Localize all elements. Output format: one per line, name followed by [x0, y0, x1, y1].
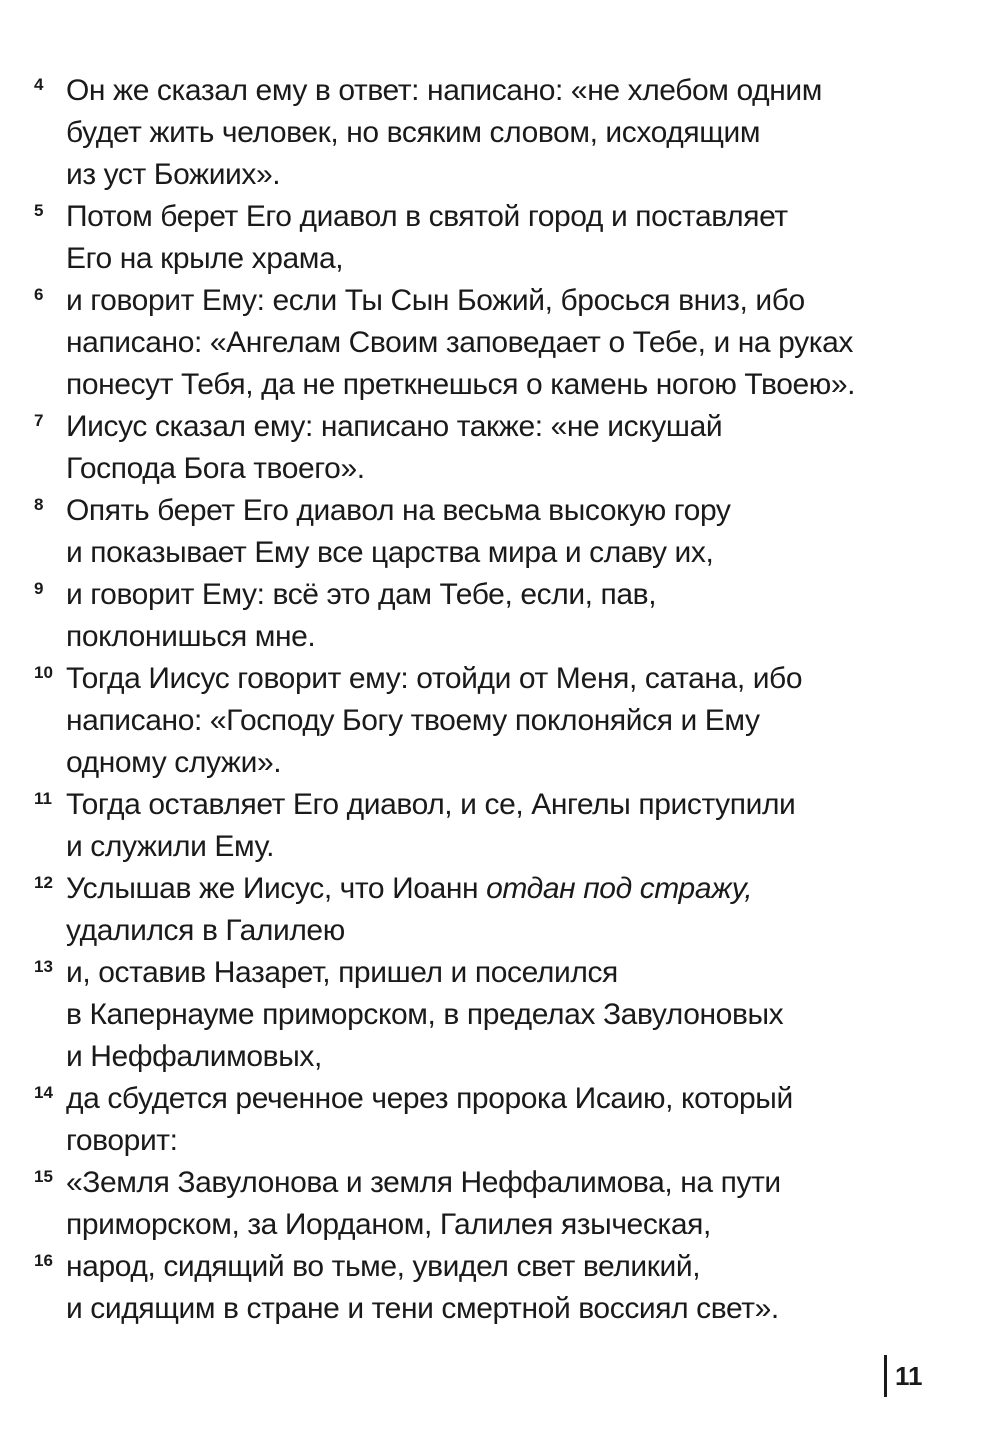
verse-text-plain: Услышав же Иисус, что Иоанн	[66, 872, 487, 905]
verse-5	[30, 196, 950, 280]
verse-15	[30, 1162, 950, 1246]
verse-line: написано: «Ангелам Своим заповедает о Тебе, и на руках	[66, 326, 853, 359]
verse-number: 11	[34, 789, 52, 808]
verse-line: и служили Ему.	[66, 830, 275, 863]
verse-line: и Неффалимовых,	[66, 1040, 322, 1073]
verse-text	[66, 1078, 950, 1162]
verse-line: понесут Тебя, да не преткнешься о камень ногою Твоею».	[66, 368, 856, 401]
verse-4	[30, 70, 950, 196]
verse-8	[30, 490, 950, 574]
verse-12	[30, 868, 950, 952]
verse-number: 15	[34, 1167, 53, 1186]
verse-line: Господа Бога твоего».	[66, 452, 365, 485]
verse-number: 14	[34, 1083, 53, 1102]
verse-text	[66, 784, 950, 868]
verse-text	[66, 406, 950, 490]
page-number: 11	[884, 1355, 923, 1397]
verse-number: 10	[34, 663, 53, 682]
verse-line: поклонишься мне.	[66, 620, 316, 653]
verse-text	[66, 490, 950, 574]
verse-line: Он же сказал ему в ответ: написано: «не хлебом одним	[66, 74, 822, 107]
verse-13	[30, 952, 950, 1078]
verse-9	[30, 574, 950, 658]
verse-number: 16	[34, 1251, 53, 1270]
verse-text	[66, 1162, 950, 1246]
verse-line: и сидящим в стране и тени смертной воссиял свет».	[66, 1292, 779, 1325]
verse-6	[30, 280, 950, 406]
verse-number: 5	[34, 201, 44, 220]
verse-line: будет жить человек, но всяким словом, исходящим	[66, 116, 761, 149]
verse-number: 8	[34, 495, 44, 514]
verse-text	[66, 1246, 950, 1330]
verse-line: да сбудется реченное через пророка Исаию, который	[66, 1082, 793, 1115]
verse-line: и говорит Ему: всё это дам Тебе, если, пав,	[66, 578, 657, 611]
verse-text	[66, 196, 950, 280]
verse-text-italic: отдан под стражу,	[486, 872, 753, 905]
verse-line: удалился в Галилею	[66, 914, 345, 947]
verse-line: одному служи».	[66, 746, 282, 779]
verse-line: приморском, за Иорданом, Галилея языческая,	[66, 1208, 711, 1241]
verse-11	[30, 784, 950, 868]
verse-7	[30, 406, 950, 490]
scripture-page	[30, 70, 950, 1330]
verse-number: 9	[34, 579, 44, 598]
verse-text	[66, 574, 950, 658]
verse-line: Тогда оставляет Его диавол, и се, Ангелы приступили	[66, 788, 796, 821]
verse-line: Иисус сказал ему: написано также: «не искушай	[66, 410, 723, 443]
verse-text	[66, 70, 950, 196]
verse-line: «Земля Завулонова и земля Неффалимова, на пути	[66, 1166, 781, 1199]
verse-line	[66, 868, 950, 910]
verse-16	[30, 1246, 950, 1330]
verse-number: 4	[34, 75, 44, 94]
verse-line: в Капернауме приморском, в пределах Завулоновых	[66, 998, 784, 1031]
verse-10	[30, 658, 950, 784]
verse-line: Потом берет Его диавол в святой город и поставляет	[66, 200, 788, 233]
verse-number: 12	[34, 873, 53, 892]
verse-line: народ, сидящий во тьме, увидел свет великий,	[66, 1250, 701, 1283]
verse-line: Его на крыле храма,	[66, 242, 344, 275]
verse-line: из уст Божиих».	[66, 158, 281, 191]
verse-line: и говорит Ему: если Ты Сын Божий, бросься вниз, ибо	[66, 284, 805, 317]
verse-text	[66, 280, 950, 406]
verse-line: Тогда Иисус говорит ему: отойди от Меня, сатана, ибо	[66, 662, 803, 695]
verse-line: Опять берет Его диавол на весьма высокую гору	[66, 494, 731, 527]
verse-number: 7	[34, 411, 44, 430]
verse-line: говорит:	[66, 1124, 178, 1157]
verse-line: написано: «Господу Богу твоему поклоняйся и Ему	[66, 704, 760, 737]
verse-text	[66, 868, 950, 952]
verse-text	[66, 952, 950, 1078]
verse-number: 6	[34, 285, 44, 304]
verse-14	[30, 1078, 950, 1162]
verse-line: и показывает Ему все царства мира и славу их,	[66, 536, 714, 569]
verse-number: 13	[34, 957, 53, 976]
verse-line: и, оставив Назарет, пришел и поселился	[66, 956, 618, 989]
verse-text	[66, 658, 950, 784]
